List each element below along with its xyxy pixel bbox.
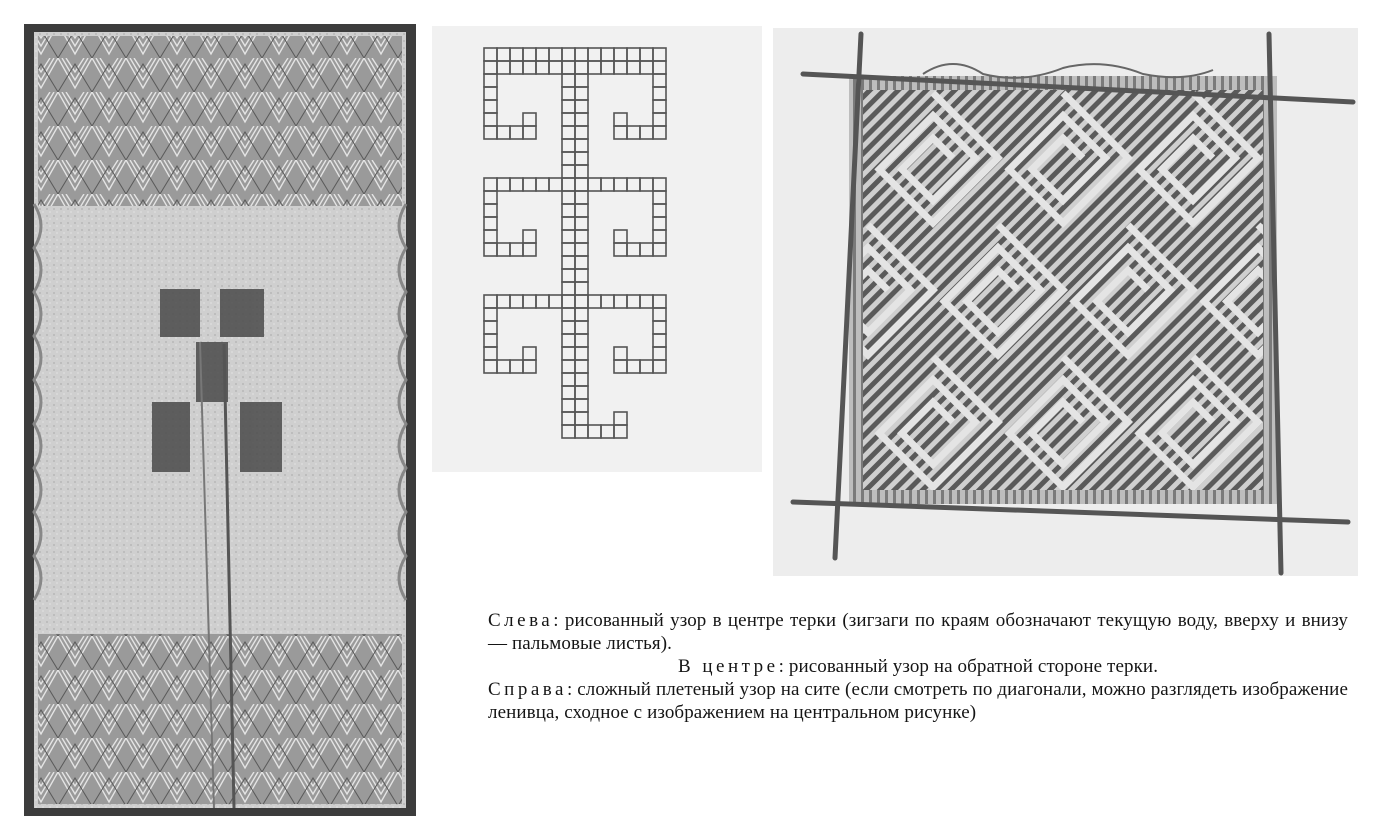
- grater-front-photo: [24, 24, 416, 816]
- caption-left-label: Слева: [488, 610, 554, 631]
- figure-caption: [488, 609, 1348, 724]
- caption-right-paragraph: [488, 678, 1348, 724]
- woven-sieve-image: [773, 28, 1358, 576]
- caption-right-label: Справа: [488, 679, 567, 700]
- caption-center-paragraph: [488, 655, 1348, 678]
- woven-sieve-photo: [773, 28, 1358, 576]
- caption-right-text: : сложный плетеный узор на сите (если смотреть по диагонали, можно разглядеть изображение ленивца, сходное с изображением на центральном рисунке): [488, 679, 1348, 723]
- grater-front-image: [24, 24, 416, 816]
- caption-center-label: В центре: [677, 656, 779, 677]
- caption-left-paragraph: [488, 609, 1348, 655]
- caption-left-text: : рисованный узор в центре терки (зигзаги по краям обозначают текущую воду, вверху и внизу — пальмовые листья).: [488, 610, 1348, 654]
- grater-back-drawing: [432, 26, 762, 472]
- caption-center-text: : рисованный узор на обратной стороне терки.: [778, 656, 1159, 677]
- grater-back-image: [432, 26, 762, 472]
